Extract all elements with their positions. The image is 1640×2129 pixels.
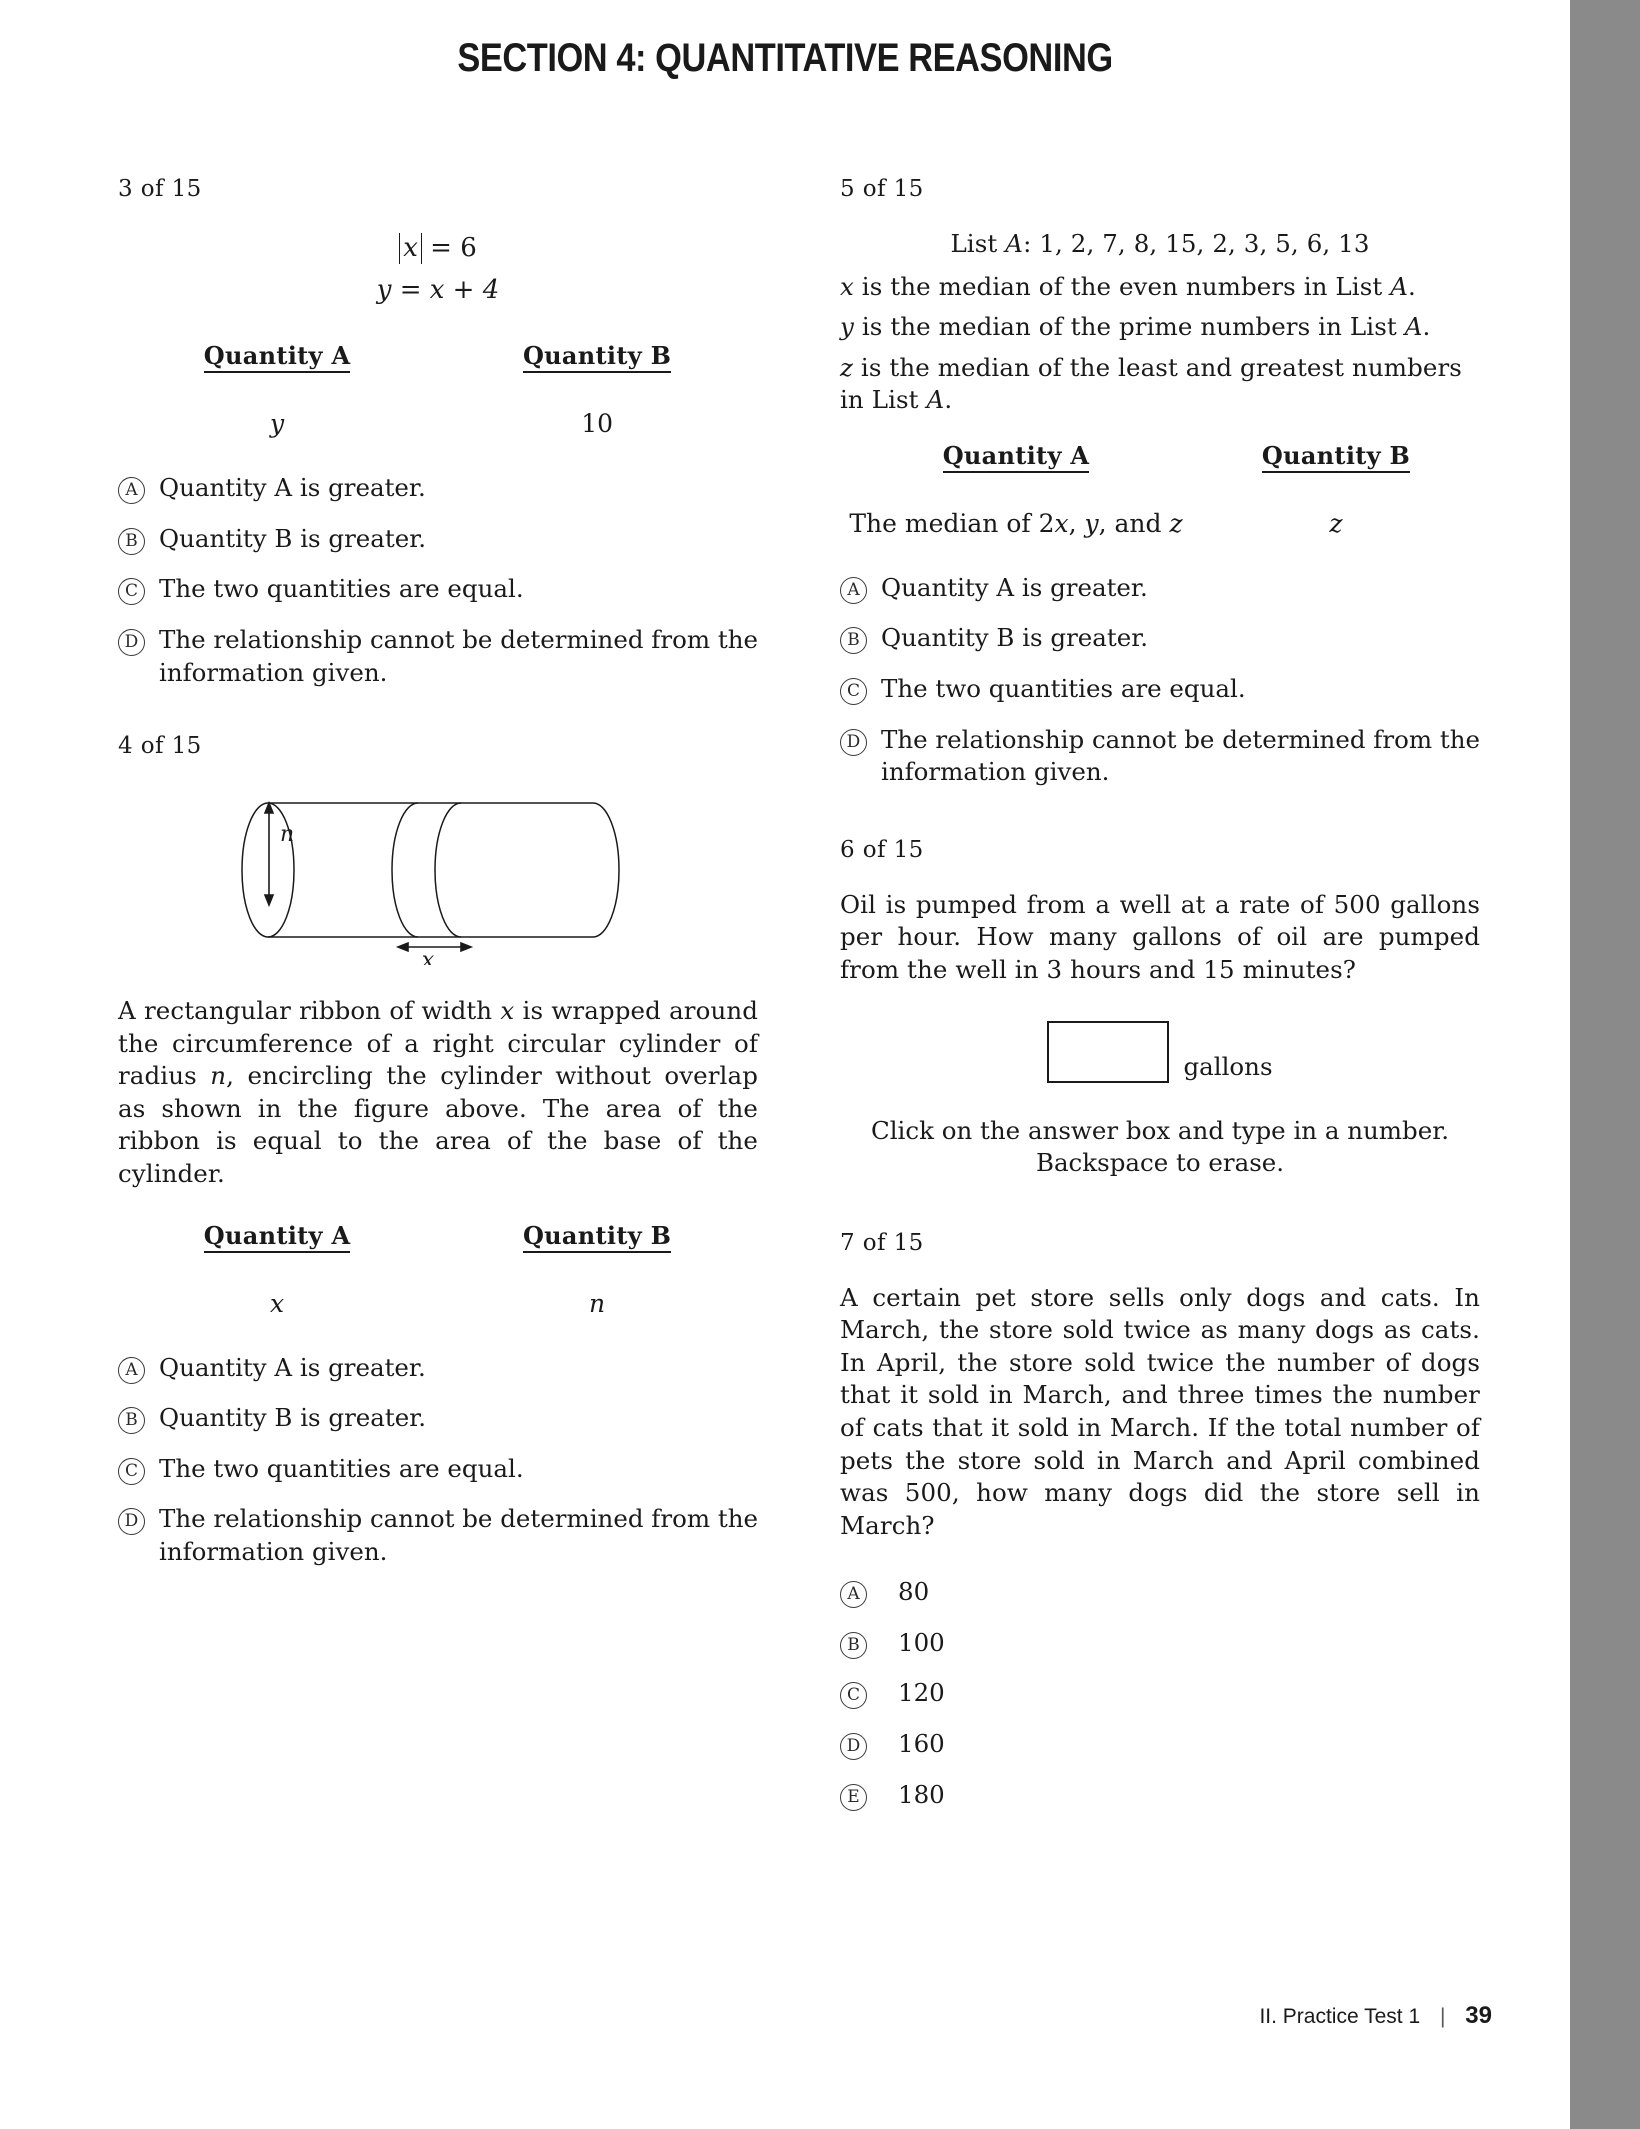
qa-var-y: y [1084, 508, 1099, 538]
body-part-3: , encircling the cylinder without overlap as shown in the figure above. The area of the ribbon is equal to the area of the base of the cylinder. [118, 1061, 758, 1188]
choice-d[interactable] [840, 724, 1480, 789]
choice-label: Quantity A is greater. [159, 473, 426, 503]
question-3-stimulus [118, 228, 758, 311]
choice-a[interactable] [118, 1352, 758, 1385]
choice-bubble-icon[interactable]: A [840, 1581, 867, 1608]
choice-bubble-icon[interactable]: C [118, 578, 145, 605]
condition-end: . [944, 385, 953, 415]
question-4-choices [118, 1352, 758, 1569]
qa-mid-1: , [1068, 508, 1085, 538]
choice-c[interactable] [118, 573, 758, 606]
quantity-b-cell [436, 1221, 758, 1318]
choice-bubble-icon[interactable]: C [118, 1458, 145, 1485]
question-6-answer-row [840, 1021, 1480, 1083]
condition-var: z [840, 352, 854, 382]
choice-bubble-icon[interactable]: D [118, 1508, 145, 1535]
quantity-b-header: Quantity B [523, 1221, 671, 1253]
choice-label: Quantity B is greater. [881, 623, 1149, 653]
footer-separator: | [1439, 2005, 1446, 2028]
quantity-b-value: 10 [581, 409, 613, 439]
question-5-choices [840, 572, 1480, 789]
question-4-body [118, 995, 758, 1190]
question-6 [840, 837, 1480, 1180]
question-4 [118, 733, 758, 1568]
page-title: SECTION 4: QUANTITATIVE REASONING [457, 36, 1113, 80]
choice-b[interactable] [118, 1402, 758, 1435]
choice-label: Quantity B is greater. [159, 1403, 427, 1433]
choice-bubble-icon[interactable]: B [840, 1632, 867, 1659]
choice-label: 160 [898, 1729, 945, 1759]
quantity-a-header: Quantity A [943, 441, 1090, 473]
quantity-a-value [840, 473, 1192, 538]
right-edge-bar [1570, 0, 1640, 2129]
body-part-1: A rectangular ribbon of width [118, 996, 501, 1026]
choice-c[interactable] [118, 1453, 758, 1486]
condition-var: y [840, 312, 854, 342]
question-5-condition-z [840, 352, 1480, 417]
choice-d[interactable] [840, 1728, 1480, 1761]
stimulus-rhs: = 6 [430, 233, 477, 263]
quantity-b-cell [436, 341, 758, 438]
quantity-b-cell [1192, 441, 1480, 538]
list-label: List [950, 229, 998, 258]
choice-label: The relationship cannot be determined from the information given. [159, 624, 758, 687]
instruction-line-1: Click on the answer box and type in a number. [870, 1115, 1450, 1145]
choice-bubble-icon[interactable]: B [118, 528, 145, 555]
condition-end: . [1422, 312, 1431, 342]
choice-bubble-icon[interactable]: C [840, 678, 867, 705]
choice-label: 180 [898, 1779, 945, 1809]
condition-list: A [1404, 312, 1423, 342]
question-7 [840, 1230, 1480, 1812]
quantity-a-cell [118, 341, 436, 438]
choice-label: The relationship cannot be determined from the information given. [159, 1504, 758, 1566]
choice-label: 120 [898, 1678, 945, 1708]
question-3 [118, 176, 758, 689]
quantity-a-header: Quantity A [204, 341, 351, 373]
equation-linear: y = x + 4 [376, 274, 500, 305]
quantity-b-header: Quantity B [1262, 441, 1410, 473]
quantity-b-value: n [589, 1288, 606, 1318]
question-6-number: 6 of 15 [840, 836, 924, 863]
page-footer [0, 2002, 1492, 2030]
choice-label: The relationship cannot be determined from the information given. [881, 724, 1480, 787]
right-column [840, 176, 1480, 1829]
choice-label: The two quantities are equal. [881, 674, 1246, 704]
choice-bubble-icon[interactable]: E [840, 1784, 867, 1811]
body-var-x: x [500, 996, 515, 1026]
choice-a[interactable] [840, 572, 1480, 605]
condition-var: x [840, 271, 854, 301]
choice-bubble-icon[interactable]: A [840, 577, 867, 604]
choice-b[interactable] [840, 622, 1480, 655]
question-5-condition-x [840, 271, 1480, 304]
stimulus-var-x: x [403, 233, 418, 263]
choice-bubble-icon[interactable]: C [840, 1682, 867, 1709]
choice-label: Quantity B is greater. [159, 523, 427, 553]
quantity-a-header: Quantity A [204, 1221, 351, 1253]
quantity-b-value: z [1329, 508, 1343, 538]
body-part-2: is wrapped around the circumference of a right circular cylinder of radius [118, 996, 758, 1091]
question-3-number: 3 of 15 [118, 176, 202, 202]
qa-mid-2: , and [1098, 508, 1170, 538]
choice-label: 80 [898, 1577, 930, 1607]
choice-c[interactable] [840, 1677, 1480, 1710]
choice-label: The two quantities are equal. [159, 1453, 524, 1483]
body-var-n: n [210, 1061, 227, 1091]
cylinder-with-ribbon-diagram [118, 785, 758, 969]
choice-b[interactable] [118, 523, 758, 556]
question-5-condition-y [840, 311, 1480, 344]
choice-bubble-icon[interactable]: D [840, 729, 867, 756]
choice-bubble-icon[interactable]: A [118, 1357, 145, 1384]
footer-book-part: II. Practice Test 1 [1259, 2005, 1421, 2028]
question-7-body: A certain pet store sells only dogs and cats. In March, the store sold twice as many dogs as cats. In April, the store sold twice the number of dogs that it sold in March, and three times the number of cats that it sold in March. If the total number of pets the store sold in March and April combined was 500, how many dogs did the store sell in March? [840, 1282, 1480, 1540]
list-values: 1, 2, 7, 8, 15, 2, 3, 5, 6, 13 [1039, 229, 1370, 258]
choice-label: Quantity A is greater. [881, 572, 1148, 602]
instruction-line-2: Backspace to erase. [1035, 1148, 1285, 1178]
question-5-list: List A: 1, 2, 7, 8, 15, 2, 3, 5, 6, 13 [950, 229, 1370, 258]
qa-var-z: z [1169, 508, 1183, 538]
condition-list: A [926, 385, 945, 415]
condition-text: is the median of the even numbers in List [853, 271, 1391, 301]
condition-end: . [1408, 271, 1416, 301]
question-5 [840, 176, 1480, 789]
choice-label: 100 [898, 1627, 945, 1657]
choice-bubble-icon[interactable]: D [118, 629, 145, 656]
choice-label: The two quantities are equal. [159, 574, 524, 604]
quantity-a-value: y [270, 409, 285, 439]
question-7-choices [840, 1576, 1480, 1811]
question-3-choices [118, 472, 758, 689]
choice-e[interactable] [840, 1779, 1480, 1812]
list-name: A [1005, 229, 1024, 258]
cylinder-svg [228, 785, 648, 965]
qa-pre: The median of 2 [849, 508, 1055, 538]
quantity-a-value: x [270, 1288, 285, 1318]
quantity-b-header: Quantity B [523, 341, 671, 373]
choice-d[interactable] [118, 624, 758, 689]
choice-c[interactable] [840, 673, 1480, 706]
choice-bubble-icon[interactable]: B [840, 627, 867, 654]
choice-d[interactable] [118, 1503, 758, 1568]
equation-absolute-value [118, 228, 758, 270]
choice-a[interactable] [118, 472, 758, 505]
condition-list: A [1390, 271, 1409, 301]
choice-a[interactable] [840, 1576, 1480, 1609]
question-6-body: Oil is pumped from a well at a rate of 500 gallons per hour. How many gallons of oil are pumped from the well in 3 hours and 15 minutes? [840, 889, 1480, 984]
answer-unit-label: gallons [1183, 1051, 1273, 1081]
question-5-number: 5 of 15 [840, 176, 924, 202]
question-4-number: 4 of 15 [118, 733, 202, 760]
choice-b[interactable] [840, 1627, 1480, 1660]
ribbon-width-label: x [421, 948, 435, 966]
quantity-a-cell [118, 1221, 436, 1318]
quantity-a-cell [840, 441, 1192, 538]
question-3-comparison-table [118, 341, 758, 438]
condition-text: is the median of the least and greatest numbers in List [840, 352, 1462, 415]
qa-var-x: x [1054, 508, 1069, 538]
choice-bubble-icon[interactable]: D [840, 1733, 867, 1760]
footer-page-number: 39 [1465, 2002, 1492, 2029]
left-column [118, 176, 758, 1586]
question-5-comparison-table [840, 441, 1480, 538]
question-4-comparison-table [118, 1221, 758, 1318]
choice-bubble-icon[interactable]: A [118, 477, 145, 504]
condition-text: is the median of the prime numbers in List [853, 312, 1405, 342]
question-6-instructions [840, 1115, 1480, 1180]
choice-bubble-icon[interactable]: B [118, 1407, 145, 1434]
choice-label: Quantity A is greater. [159, 1352, 426, 1382]
numeric-answer-input[interactable] [1047, 1021, 1169, 1083]
radius-label: n [280, 822, 295, 848]
question-7-number: 7 of 15 [840, 1229, 924, 1256]
